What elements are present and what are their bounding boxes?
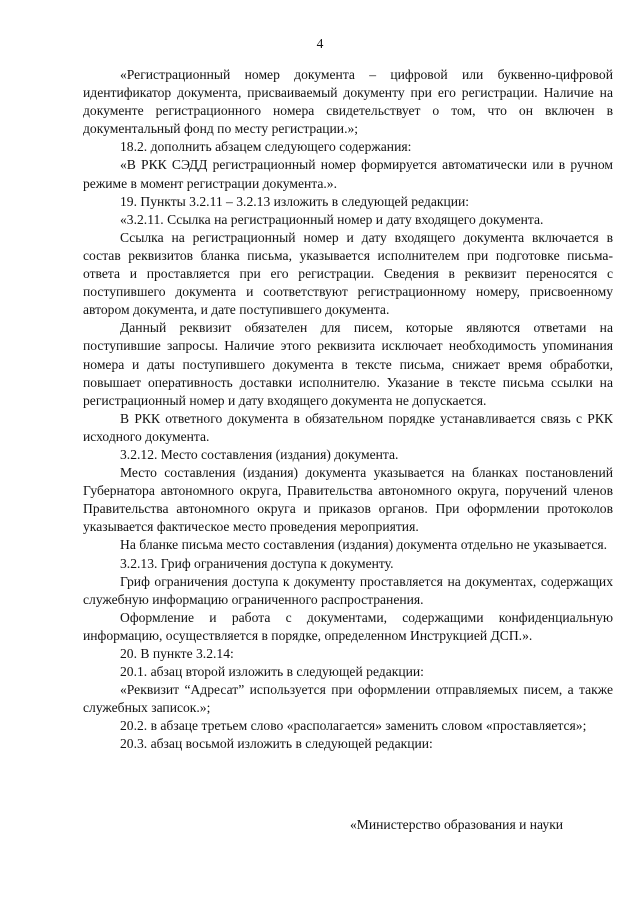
paragraph-3-2-13-heading: 3.2.13. Гриф ограничения доступа к документу.	[120, 555, 394, 571]
paragraph-3-2-12-body-2: На бланке письма место составления (издания) документа отдельно не указывается.	[120, 537, 608, 553]
paragraph-item-18-2: 18.2. дополнить абзацем следующего содержания:	[120, 139, 412, 155]
paragraph-3-2-11-body-2: Данный реквизит обязателен для писем, которые являются ответами на поступившие запросы. Наличие этого реквизита исключает необходимость упоминания номера и даты поступившего документа в тексте письма, снижает время обработки, повышает оперативность доставки исполнителю. Указание в тексте письма ссылки на регистрационный номер и дату входящего документа не допускается.	[83, 320, 613, 408]
paragraph-item-20: 20. В пункте 3.2.14:	[120, 646, 234, 661]
paragraph-item-19: 19. Пункты 3.2.11 – 3.2.13 изложить в следующей редакции:	[120, 193, 470, 209]
paragraph-item-20-3: 20.3. абзац восьмой изложить в следующей редакции:	[120, 736, 433, 752]
paragraph-3-2-11-body-1: Ссылка на регистрационный номер и дату входящего документа включается в состав реквизитов бланка письма, указывается исполнителем при подготовке письма-ответа и проставляется при его регистрации. Сведения в реквизит переносятся с поступившего документа и соответствуют регистрационному номеру, присвоенному автором документа, и дате поступившего документа.	[83, 229, 613, 318]
paragraph-item-20-2: 20.2. в абзаце третьем слово «располагается» заменить словом «проставляется»;	[120, 718, 587, 734]
paragraph-3-2-11-body-3: В РКК ответного документа в обязательном порядке устанавливается связь с РКК исходного документа.	[83, 410, 613, 444]
paragraph-3-2-13-body-1: Гриф ограничения доступа к документу проставляется на документах, содержащих служебную информацию ограниченного распространения.	[83, 573, 613, 607]
paragraph-3-2-12-body-1: Место составления (издания) документа указывается на бланках постановлений Губернатора автономного округа, Правительства автономного округа, поручений членов Правительства автономного округа и приказов органов. При оформлении протоколов указывается фактическое место проведения мероприятия.	[83, 465, 613, 535]
page-number: 4	[316, 36, 324, 51]
paragraph-item-20-1: 20.1. абзац второй изложить в следующей редакции:	[120, 664, 424, 680]
paragraph-3-2-11-heading: «3.2.11. Ссылка на регистрационный номер и дату входящего документа.	[120, 211, 544, 227]
document-body	[83, 66, 613, 754]
paragraph-3-2-12-heading: 3.2.12. Место составления (издания) документа.	[120, 446, 399, 462]
paragraph-3-2-13-body-2: Оформление и работа с документами, содержащими конфиденциальную информацию, осуществляется в порядке, определенном Инструкцией ДСП.».	[83, 609, 613, 643]
paragraph-addressee: «Реквизит “Адресат” используется при оформлении отправляемых писем, а также служебных записок.»;	[83, 682, 613, 716]
paragraph-definition-reg-number: «Регистрационный номер документа – цифровой или буквенно-цифровой идентификатор документа, присваиваемый документу при его регистрации. Наличие на документе регистрационного номера свидетельствует о том, что он включен в документальный фонд по месту регистрации.»;	[83, 67, 613, 137]
paragraph-rkk-sedd: «В РКК СЭДД регистрационный номер формируется автоматически или в ручном режиме в момент регистрации документа.».	[83, 157, 613, 191]
closing-line: «Министерство образования и науки	[350, 817, 564, 832]
